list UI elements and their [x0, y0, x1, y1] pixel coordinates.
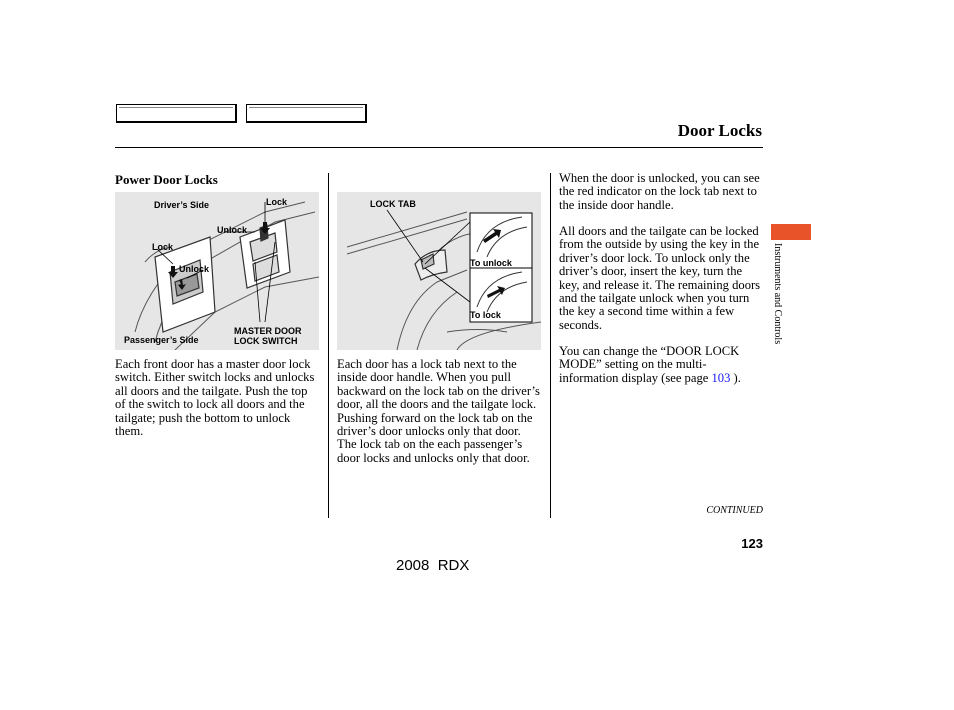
nav-button-2[interactable]	[246, 104, 367, 123]
footer-model: 2008 RDX	[396, 557, 470, 574]
label-unlock-left: Unlock	[179, 264, 210, 274]
right-paragraph-2: All doors and the tailgate can be locked from the outside by using the key in the driver’s door lock. To unlock only the driver’s door, insert the key, turn the key, and release it. The remaining doors and the tailgate unlock when you turn the key a second time within a few seconds.	[559, 224, 761, 332]
page-title: Door Locks	[677, 121, 762, 140]
nav-button-1[interactable]	[116, 104, 237, 123]
nav-button-1-face	[119, 107, 233, 119]
master-switch-figure	[115, 192, 319, 350]
lock-tab-illustration	[337, 192, 541, 350]
label-passengers-side: Passenger’s Side	[124, 335, 199, 345]
header-rule	[115, 147, 763, 148]
label-to-lock: To lock	[470, 310, 501, 320]
paragraph-3-text-before: You can change the “DOOR LOCK MODE” setting on the multi-information display (see page	[559, 344, 740, 385]
label-drivers-side: Driver’s Side	[154, 200, 210, 210]
page-number: 123	[741, 536, 763, 551]
right-paragraph-1: When the door is unlocked, you can see the red indicator on the lock tab next to the inside door handle.	[559, 171, 760, 212]
section-tab-label	[770, 243, 784, 383]
label-master-switch-1: MASTER DOOR	[234, 326, 302, 336]
right-paragraph-3	[559, 345, 763, 385]
column-divider-2	[550, 173, 551, 518]
paragraph-3-text-after: ).	[730, 370, 741, 385]
nav-button-2-face	[249, 107, 363, 119]
label-unlock-top: Unlock	[217, 225, 248, 235]
label-to-unlock: To unlock	[470, 258, 512, 268]
label-lock-tab: LOCK TAB	[370, 199, 416, 209]
section-tab-marker[interactable]	[771, 224, 811, 240]
lock-tab-figure	[337, 192, 541, 350]
page-reference-link[interactable]: 103	[711, 370, 731, 385]
label-master-switch-2: LOCK SWITCH	[234, 336, 298, 346]
continued-note: CONTINUED	[706, 505, 763, 516]
section-heading: Power Door Locks	[115, 172, 218, 187]
column-divider-1	[328, 173, 329, 518]
section-tab-text: Instruments and Controls	[772, 243, 783, 345]
middle-paragraph: Each door has a lock tab next to the inside door handle. When you pull backward on the lock tab on the driver’s door, all the doors and the tailgate lock. Pushing forward on the lock tab on the driver’s door unlocks only that door. The lock tab on the each passenger’s door locks and unlocks only that door.	[337, 357, 540, 465]
label-lock-left: Lock	[152, 242, 174, 252]
label-lock-top: Lock	[266, 197, 288, 207]
left-paragraph: Each front door has a master door lock switch. Either switch locks and unlocks all doors and the tailgate. Push the top of the switch to lock all doors and the tailgate; push the bottom to unlock them.	[115, 357, 315, 439]
